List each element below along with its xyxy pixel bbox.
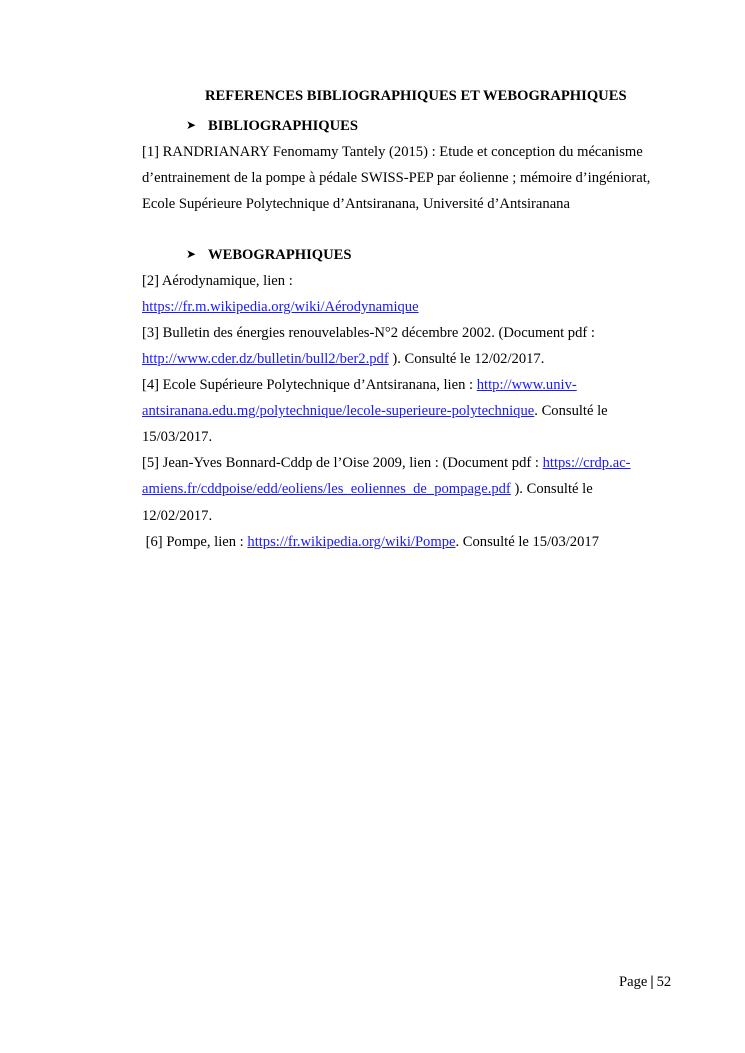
reference-5-date: 12/02/2017.	[142, 508, 213, 524]
page-label: Page	[619, 974, 648, 990]
section-heading-label: WEBOGRAPHIQUES	[208, 247, 352, 263]
arrow-bullet-icon: ➤	[186, 247, 197, 261]
reference-4-link-part-2[interactable]: antsiranana.edu.mg/polytechnique/lecole-superieure-polytechnique	[142, 403, 535, 419]
reference-3-line-2	[142, 351, 544, 368]
reference-4-date: 15/03/2017.	[142, 429, 213, 445]
reference-4-line-2	[142, 403, 608, 420]
reference-3-link[interactable]: http://www.cder.dz/bulletin/bull2/ber2.pdf	[142, 351, 389, 367]
reference-5-line-1	[142, 455, 631, 472]
reference-6-consulted: . Consulté le 15/03/2017	[455, 534, 599, 550]
reference-5-link-part-2[interactable]: amiens.fr/cddpoise/edd/eoliens/les_eoliennes_de_pompage.pdf	[142, 481, 511, 497]
reference-4-consulted: . Consulté le	[534, 403, 608, 419]
page-footer	[619, 974, 671, 991]
reference-5-text: [5] Jean-Yves Bonnard-Cddp de l’Oise 2009, lien : (Document pdf :	[142, 455, 543, 471]
reference-6-text: [6] Pompe, lien :	[142, 534, 248, 550]
reference-3-consulted: ). Consulté le 12/02/2017.	[388, 351, 545, 367]
reference-5-consulted: ). Consulté le	[510, 481, 593, 497]
reference-5-line-2	[142, 481, 593, 498]
reference-1-line-3: Ecole Supérieure Polytechnique d’Antsiranana, Université d’Antsiranana	[142, 196, 570, 212]
reference-3-text: [3] Bulletin des énergies renouvelables-N°2 décembre 2002. (Document pdf :	[142, 325, 595, 341]
reference-2-link-line	[142, 299, 419, 316]
reference-1-line-2: d’entrainement de la pompe à pédale SWISS-PEP par éolienne ; mémoire d’ingéniorat,	[142, 170, 651, 186]
page-separator: |	[650, 974, 654, 990]
page-number: 52	[656, 974, 672, 990]
reference-4-line-1	[142, 377, 577, 394]
reference-6-link[interactable]: https://fr.wikipedia.org/wiki/Pompe	[247, 534, 456, 550]
reference-4-link-part-1[interactable]: http://www.univ-	[476, 377, 577, 393]
page-title: REFERENCES BIBLIOGRAPHIQUES ET WEBOGRAPHIQUES	[205, 88, 627, 104]
section-heading-bibliographiques	[186, 118, 358, 135]
reference-4-text: [4] Ecole Supérieure Polytechnique d’Antsiranana, lien :	[142, 377, 477, 393]
reference-2-text: [2] Aérodynamique, lien :	[142, 273, 293, 289]
arrow-bullet-icon: ➤	[186, 118, 197, 132]
section-heading-label: BIBLIOGRAPHIQUES	[208, 118, 359, 134]
reference-2-link[interactable]: https://fr.m.wikipedia.org/wiki/Aérodynamique	[142, 299, 419, 315]
reference-1-line-1: [1] RANDRIANARY Fenomamy Tantely (2015) : Etude et conception du mécanisme	[142, 144, 643, 160]
reference-6-line	[142, 534, 599, 551]
reference-5-link-part-1[interactable]: https://crdp.ac-	[542, 455, 631, 471]
section-heading-webographiques	[186, 247, 352, 264]
